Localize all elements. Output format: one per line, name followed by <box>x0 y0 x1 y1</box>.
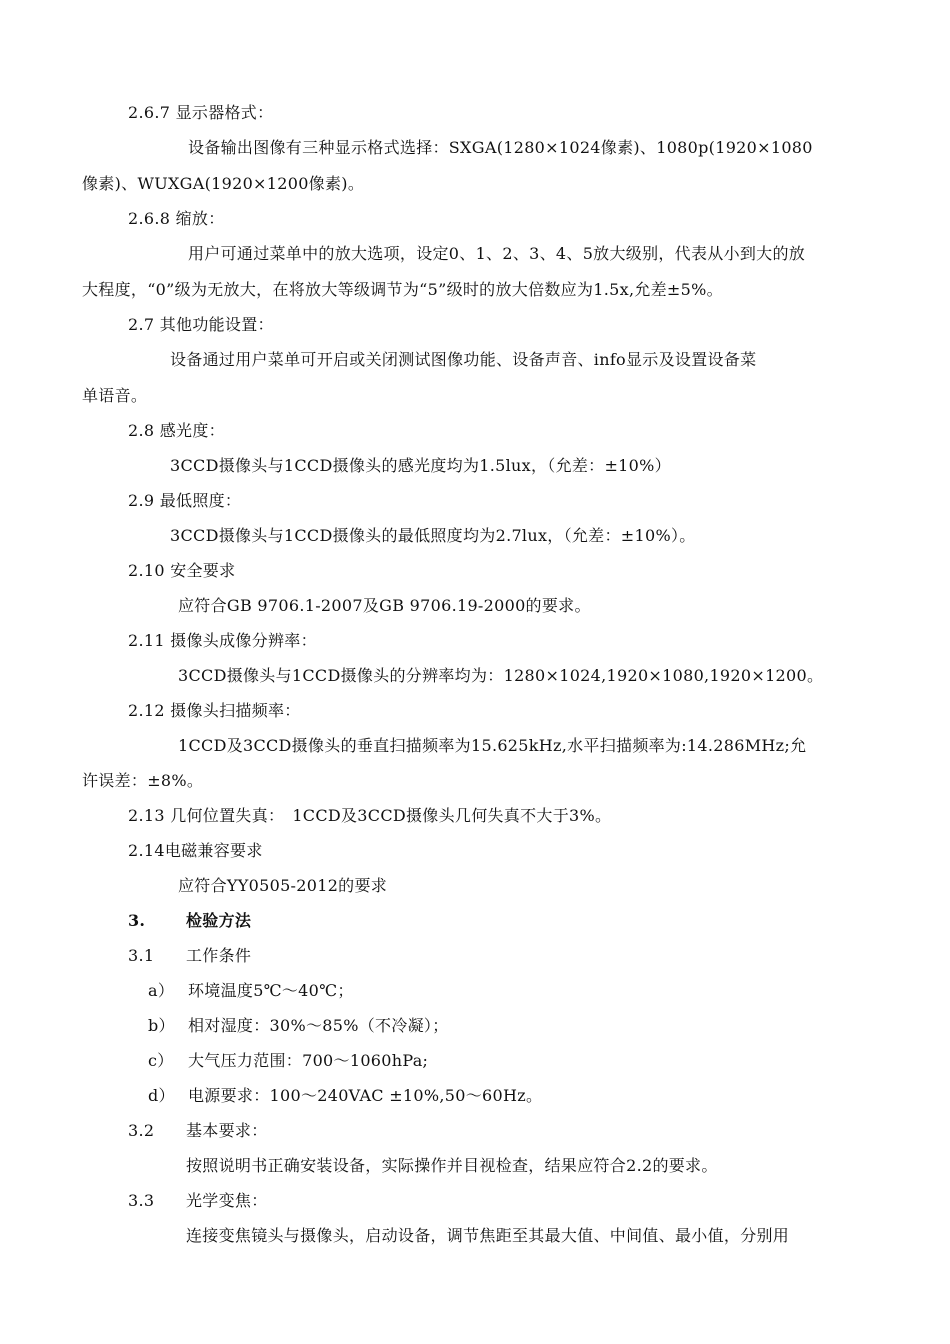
paragraph-2-14: 应符合YY0505-2012的要求 <box>178 876 388 895</box>
paragraph-2-9: 3CCD摄像头与1CCD摄像头的最低照度均为2.7lux，（允差：±10%）。 <box>170 526 696 545</box>
paragraph-3-3: 连接变焦镜头与摄像头，启动设备，调节焦距至其最大值、中间值、最小值，分别用 <box>186 1226 790 1245</box>
heading-2-14: 2.14电磁兼容要求 <box>128 841 263 860</box>
list-item <box>128 1016 449 1036</box>
paragraph-2-6-7-line1: 设备输出图像有三种显示格式选择：SXGA(1280×1024像素)、1080p(1920×1080 <box>188 138 813 157</box>
heading-2-11: 2.11 摄像头成像分辨率： <box>128 631 317 650</box>
heading-3-1-number: 3.1 <box>128 946 155 965</box>
heading-2-12: 2.12 摄像头扫描频率： <box>128 701 301 720</box>
paragraph-2-13: 1CCD及3CCD摄像头几何失真不大于3%。 <box>292 806 612 825</box>
list-item-label: a） <box>148 981 175 1000</box>
heading-2-8: 2.8 感光度： <box>128 421 225 440</box>
paragraph-2-7-line2: 单语音。 <box>82 386 148 405</box>
list-item-text: 大气压力范围：700～1060hPa; <box>188 1051 429 1070</box>
paragraph-2-12-line1: 1CCD及3CCD摄像头的垂直扫描频率为15.625kHz,水平扫描频率为:14.286MHz;允 <box>178 736 807 755</box>
heading-2-13-title: 2.13 几何位置失真： <box>128 806 285 825</box>
paragraph-2-10: 应符合GB 9706.1-2007及GB 9706.19-2000的要求。 <box>178 596 591 615</box>
heading-2-6-8: 2.6.8 缩放： <box>128 209 225 228</box>
paragraph-3-2: 按照说明书正确安装设备，实际操作并目视检查，结果应符合2.2的要求。 <box>186 1156 718 1175</box>
heading-3-2-number: 3.2 <box>128 1121 155 1140</box>
list-item-text: 环境温度5℃～40℃； <box>188 981 354 1000</box>
list-item-text: 电源要求：100～240VAC ±10%,50～60Hz。 <box>188 1086 543 1105</box>
list-item-label: d） <box>148 1086 175 1105</box>
paragraph-2-8: 3CCD摄像头与1CCD摄像头的感光度均为1.5lux，（允差：±10%） <box>170 456 671 475</box>
heading-3-3-title: 光学变焦： <box>186 1191 268 1210</box>
list-item-label: c） <box>148 1051 174 1070</box>
paragraph-2-6-8-line1: 用户可通过菜单中的放大选项，设定0、1、2、3、4、5放大级别，代表从小到大的放 <box>188 244 806 263</box>
heading-2-9: 2.9 最低照度： <box>128 491 242 510</box>
heading-3-1 <box>128 946 251 966</box>
heading-3-3 <box>128 1191 268 1211</box>
list-item-label: b） <box>148 1016 175 1035</box>
list-item-text: 相对湿度：30%～85%（不冷凝）； <box>188 1016 449 1035</box>
heading-2-10: 2.10 安全要求 <box>128 561 236 580</box>
list-item <box>128 981 354 1001</box>
heading-2-7: 2.7 其他功能设置： <box>128 315 274 334</box>
paragraph-2-6-8-line2: 大程度，“0”级为无放大，在将放大等级调节为“5”级时的放大倍数应为1.5x,允差±5%。 <box>82 280 723 299</box>
heading-2-13 <box>128 806 611 826</box>
heading-3-number: 3. <box>128 911 146 930</box>
heading-3-2 <box>128 1121 268 1141</box>
heading-2-6-7: 2.6.7 显示器格式： <box>128 103 274 122</box>
heading-3-2-title: 基本要求： <box>186 1121 268 1140</box>
heading-3-title: 检验方法 <box>186 911 252 930</box>
paragraph-2-7-line1: 设备通过用户菜单可开启或关闭测试图像功能、设备声音、info显示及设置设备菜 <box>170 350 757 369</box>
paragraph-2-6-7-line2: 像素)、WUXGA(1920×1200像素)。 <box>82 174 365 193</box>
list-item <box>128 1051 428 1071</box>
heading-3-1-title: 工作条件 <box>186 946 252 965</box>
heading-3 <box>128 911 251 931</box>
paragraph-2-12-line2: 许误差：±8%。 <box>82 771 204 790</box>
paragraph-2-11: 3CCD摄像头与1CCD摄像头的分辨率均为：1280×1024,1920×1080,1920×1200。 <box>178 666 824 685</box>
heading-3-3-number: 3.3 <box>128 1191 155 1210</box>
list-item <box>128 1086 542 1106</box>
